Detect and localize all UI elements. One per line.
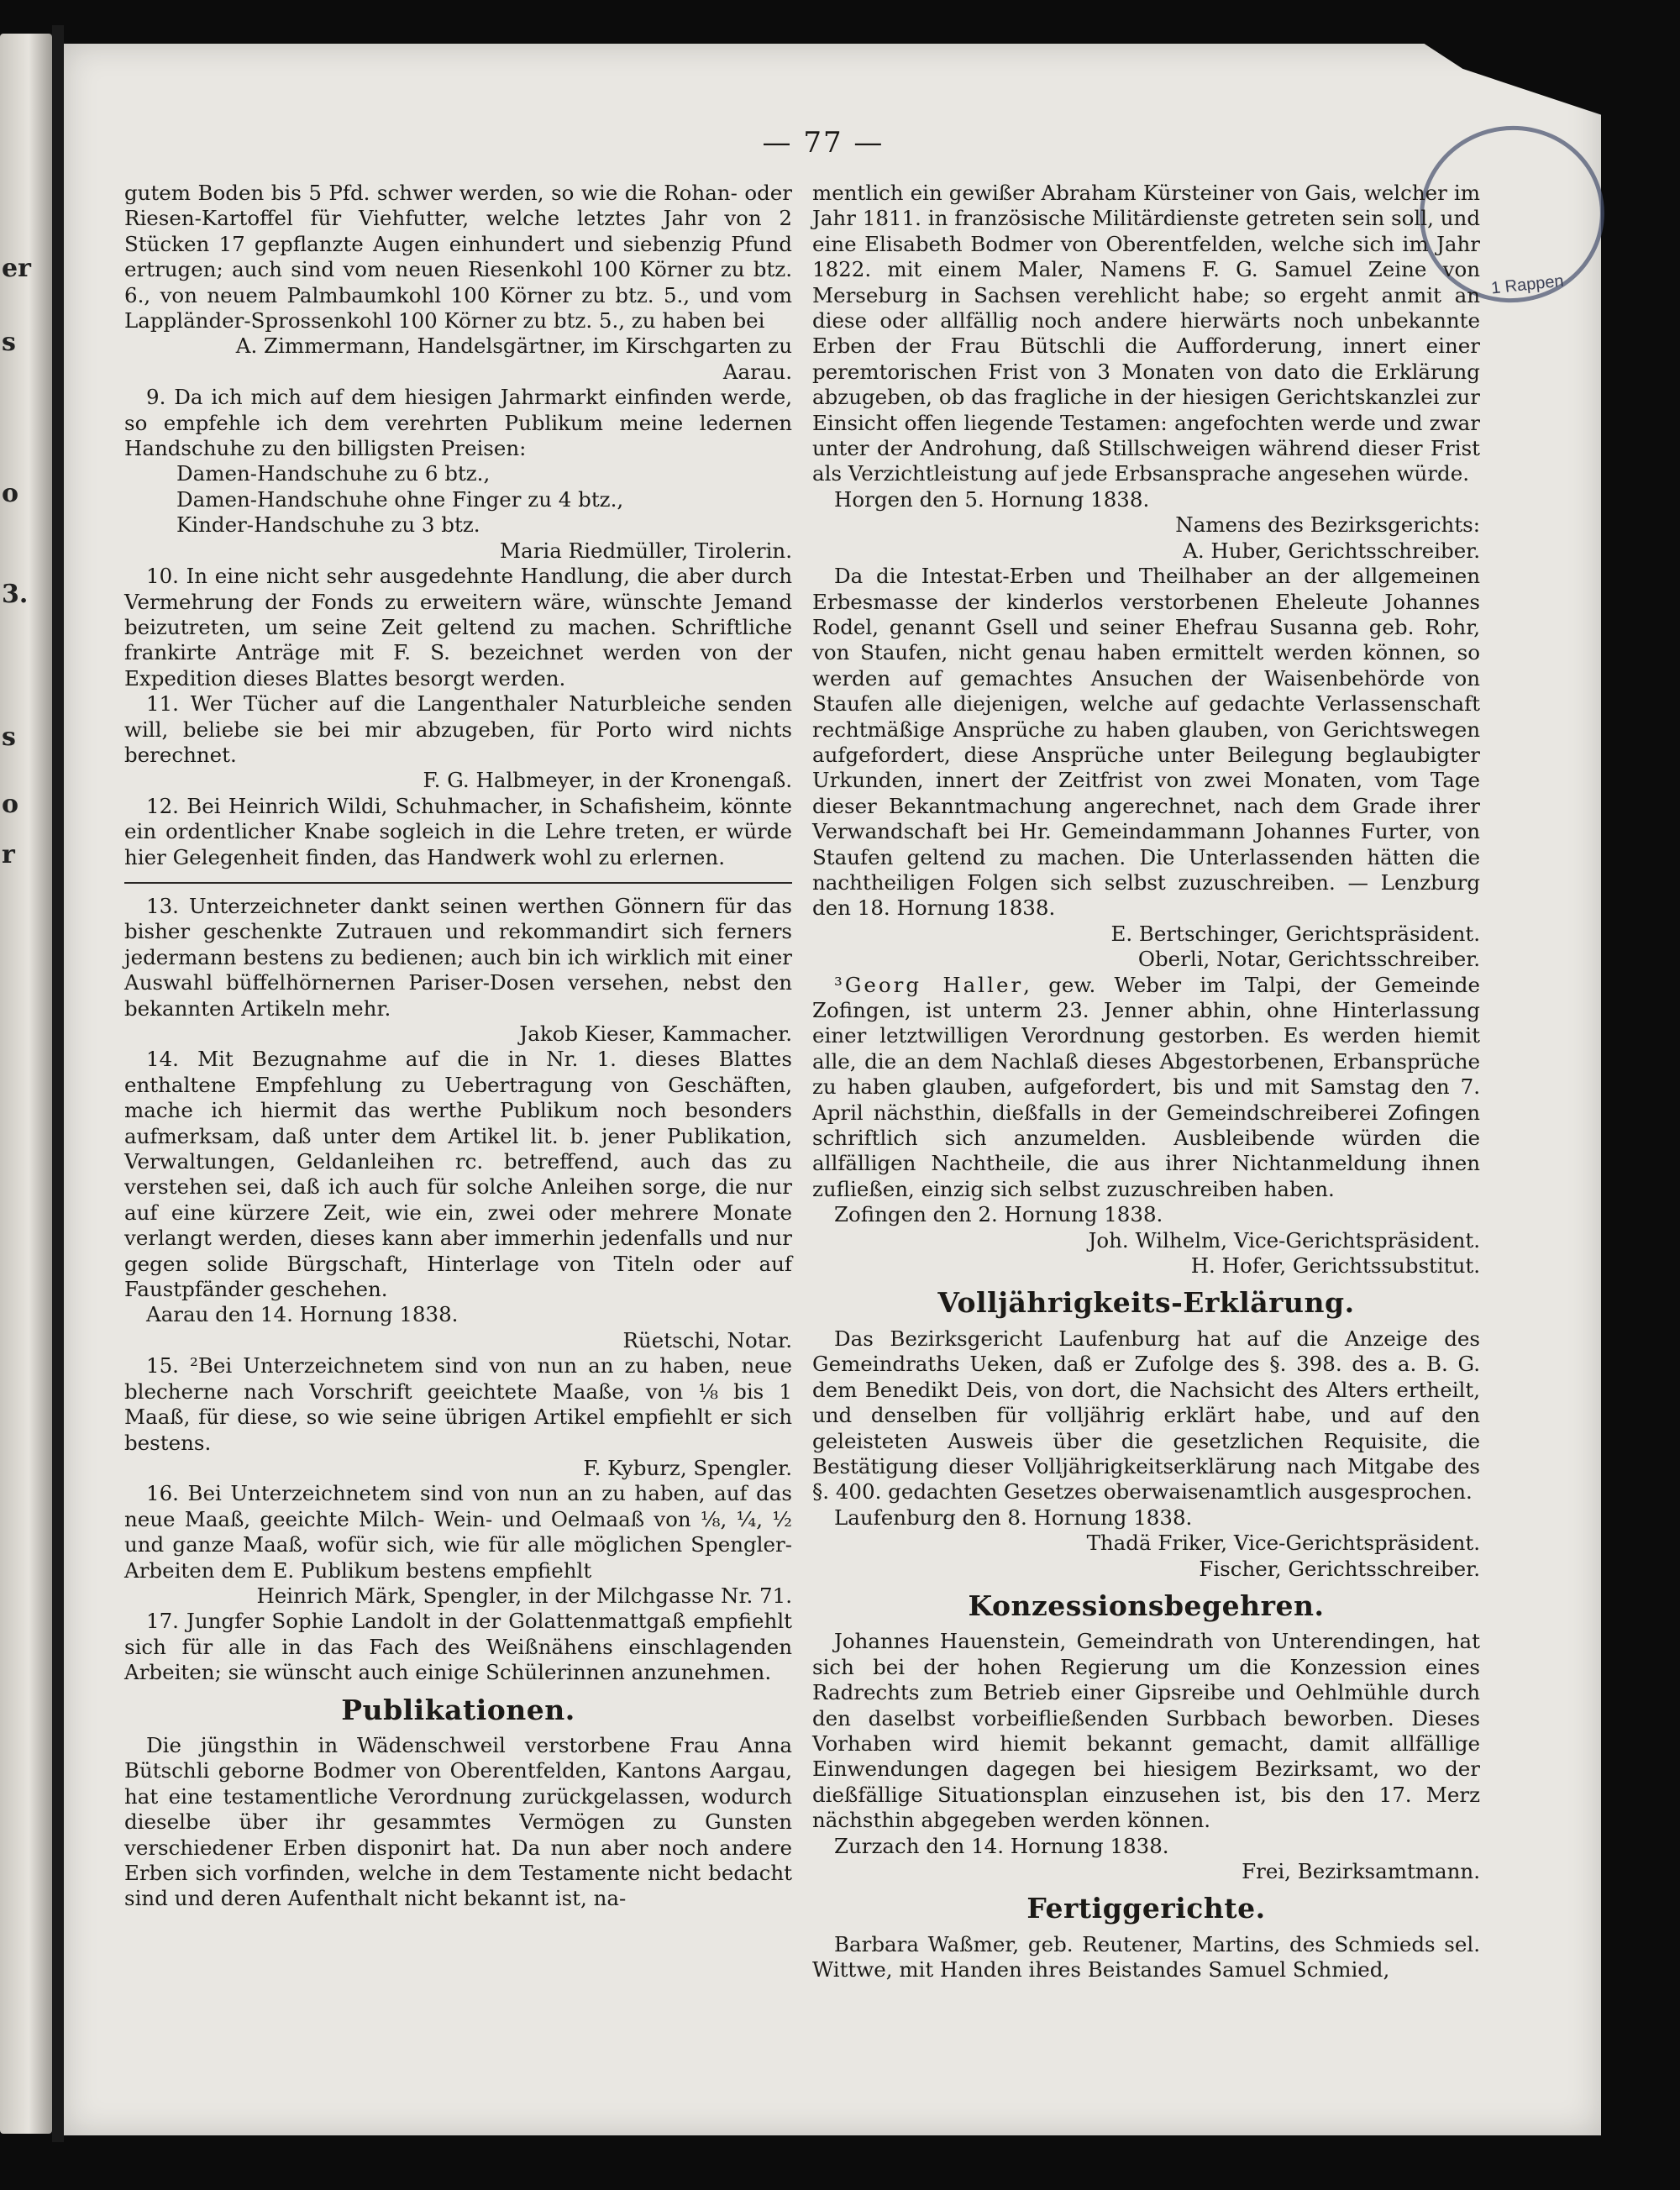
notice-signature: A. Huber, Gerichtsschreiber. — [1183, 538, 1480, 563]
section-heading-publikationen: Publikationen. — [341, 1693, 575, 1726]
ad-text: gutem Boden bis 5 Pfd. schwer werden, so wie die Rohan- oder Riesen-Kartoffel für Viehfutter, welche letztes Jahr von 2 Stücken 17 gepflanzte Augen einhundert und siebenzig Pfund ertrugen; auch sind vom neuen Riesenkohl 100 Körner zu btz. 6., von neuem Palmbaumkohl 100 Körner zu btz. 5., und vom Lappländer-Sprossenkohl 100 Körner zu btz. 5., zu haben bei — [124, 181, 792, 333]
price-item: Damen-Handschuhe zu 6 btz., — [176, 461, 491, 486]
notice-text — [812, 973, 1480, 1203]
left-column — [124, 181, 792, 1912]
ad-text: 11. Wer Tücher auf die Langenthaler Naturbleiche senden will, beliebe sie bei mir abzugeben, für Porto wird nichts berechnet. — [124, 691, 792, 767]
price-list — [124, 461, 792, 538]
ad-text: 10. In eine nicht sehr ausgedehnte Handlung, die aber durch Vermehrung der Fonds zu erweitern wäre, wünschte Jemand beizutreten, um seine Zeit geltend zu machen. Schriftliche frankirte Anträge mit F. S. bezeichnet werden von der Expedition dieses Blattes besorgt werden. — [124, 564, 792, 691]
ad-signature: F. G. Halbmeyer, in der Kronengaß. — [423, 768, 792, 793]
section-heading-fertiggerichte: Fertiggerichte. — [1026, 1892, 1266, 1925]
price-item: Damen-Handschuhe ohne Finger zu 4 btz., — [176, 486, 624, 512]
notice-signature: Thadä Friker, Vice-Gerichtspräsident. — [1086, 1531, 1480, 1556]
notice-signature: Frei, Bezirksamtmann. — [1242, 1859, 1480, 1883]
notice-signature: Fischer, Gerichtsschreiber. — [1199, 1556, 1480, 1581]
ad-date: Aarau den 14. Hornung 1838. — [146, 1302, 459, 1327]
notice-date: Laufenburg den 8. Hornung 1838. — [834, 1505, 1193, 1530]
ad-text: 14. Mit Bezugnahme auf die in Nr. 1. dieses Blattes enthaltene Empfehlung zu Uebertragung von Geschäften, mache ich hiermit das werthe Publikum noch besonders aufmerksam, daß unter dem Artikel lit. b. jener Publikation, Verwaltungen, Geldanleihen rc. betreffend, auch das zu verstehen sei, daß ich auch für solche Anleihen sorge, die nur auf eine kürzere Zeit, wie ein, zwei oder mehrere Monate verlangt werden, dieses kann aber immerhin jedenfalls und nur gegen solide Bürgschaft, Hinterlage von Titeln oder auf Faustpfänder geschehen. — [124, 1047, 792, 1302]
ad-signature: Maria Riedmüller, Tirolerin. — [500, 538, 792, 563]
ad-signature: F. Kyburz, Spengler. — [583, 1455, 792, 1480]
spine-fragment: 3. — [2, 580, 29, 609]
notice-text: mentlich ein gewißer Abraham Kürsteiner von Gais, welcher im Jahr 1811. in französische Militärdienste getreten sein soll, und eine Elisabeth Bodmer von Oberentfelden, welche sich im Jahr 1822. mit einem Maler, Namens F. G. Samuel Zeine von Merseburg in Sachsen verehlicht habe; so ergeht anmit an diese oder allfällig noch andere hierwärts noch unbekannte Erben der Frau Bütschli die Aufforderung, innert einer peremtorischen Frist von 3 Monaten von dato die Erklärung abzugeben, ob das fragliche in der hiesigen Gerichtskanzlei zur Einsicht offen liegende Testamen: angefochten werde und zwar unter der Androhung, daß Stillschweigen während dieser Frist als Verzichtleistung auf jede Erbsansprache angesehen würde. — [812, 181, 1480, 486]
ad-signature: Rüetschi, Notar. — [622, 1327, 792, 1352]
gutter-shadow — [52, 25, 64, 2142]
spine-fragment: r — [2, 840, 15, 869]
spine-fragment: o — [2, 479, 19, 508]
notice-text: Da die Intestat-Erben und Theilhaber an der allgemeinen Erbesmasse der kinderlos verstorbenen Eheleute Johannes Rodel, genannt Gsell und seiner Ehefrau Susanna geb. Rohr, von Staufen, nicht genau haben ermittelt werden können, so werden auf gemachtes Ansuchen der Waisenbehörde von Staufen alle diejenigen, welche auf gedachte Verlassenschaft rechtmäßige Ansprüche zu haben glauben, von Gerichtswegen aufgefordert, diese Ansprüche unter Beilegung beglaubigter Urkunden, innert der Zeitfrist von zwei Monaten, vom Tage dieser Bekanntmachung angerechnet, nach dem Grade ihrer Verwandschaft bei Hr. Gemeindammann Johannes Furter, von Staufen geltend zu machen. Die Unterlassenden hätten die nachtheiligen Folgen sich selbst zuzuschreiben. — Lenzburg den 18. Hornung 1838. — [812, 564, 1480, 921]
notice-signature: Oberli, Notar, Gerichtsschreiber. — [1137, 947, 1480, 972]
notice-signature: E. Bertschinger, Gerichtspräsident. — [1110, 921, 1480, 946]
notice-text: Johannes Hauenstein, Gemeindrath von Unterendingen, hat sich bei der hohen Regierung um die Konzession eines Radrechts zum Betrieb einer Gipsreibe und Oehlmühle durch den daselbst vorbeifließenden Surbbach beworben. Dieses Vorhaben wird hiemit bekannt gemacht, damit allfällige Einwendungen dagegen bei hiesigem Bezirksamt, wo der dießfällige Situationsplan einzusehen ist, bis den 17. Merz nächsthin abgegeben werden können. — [812, 1629, 1480, 1833]
price-item: Kinder-Handschuhe zu 3 btz. — [176, 512, 480, 538]
ad-text: 17. Jungfer Sophie Landolt in der Golattenmattgaß empfiehlt sich für alle in das Fach des Weißnähens einschlagenden Arbeiten; sie wünscht auch einige Schülerinnen anzunehmen. — [124, 1609, 792, 1685]
right-column — [812, 181, 1480, 1983]
ad-signature: Jakob Kieser, Kammacher. — [519, 1021, 792, 1046]
ad-signature: Heinrich Märk, Spengler, in der Milchgasse Nr. 71. — [256, 1583, 792, 1608]
notice-text: Das Bezirksgericht Laufenburg hat auf die Anzeige des Gemeindraths Ueken, daß er Zufolge des §. 398. des a. B. G. dem Benedikt Deis, von dort, die Nachsicht des Alters ertheilt, und denselben für volljährig erklärt habe, und auf den geleisteten Ausweis über die gesetzlichen Requisite, die Bestätigung dieser Volljährigkeitserklärung nach Mitgabe des §. 400. gedachten Gesetzes oberwaisenamtlich ausgesprochen. — [812, 1326, 1480, 1505]
ad-text: 12. Bei Heinrich Wildi, Schuhmacher, in Schafisheim, könnte ein ordentlicher Knabe sogleich in die Lehre treten, er würde hier Gelegenheit finden, das Handwerk wohl zu erlernen. — [124, 793, 792, 869]
spine-fragment: er — [2, 254, 31, 283]
notice-signature: Namens des Bezirksgerichts: — [1175, 512, 1480, 538]
notice-text: Die jüngsthin in Wädenschweil verstorbene Frau Anna Bütschli geborne Bodmer von Oberentfelden, Kantons Aargau, hat eine testamentliche Verordnung zurückgelassen, wodurch dieselbe über ihr gesammtes Vermögen zu Gunsten verschiedener Erben disponirt hat. Da nun aber noch andere Erben sich vorfinden, welche in dem Testamente nicht bedacht sind und deren Aufenthalt nicht bekannt ist, na- — [124, 1732, 792, 1911]
ad-text: 9. Da ich mich auf dem hiesigen Jahrmarkt einfinden werde, so empfehle ich dem verehrten Publikum meine ledernen Handschuhe zu den billigsten Preisen: — [124, 385, 792, 461]
notice-date: Horgen den 5. Hornung 1838. — [834, 486, 1150, 512]
spine-fragment: o — [2, 790, 19, 819]
notice-date: Zurzach den 14. Hornung 1838. — [834, 1833, 1169, 1858]
page-number: — 77 — — [762, 126, 885, 160]
notice-text: Barbara Waßmer, geb. Reutener, Martins, des Schmieds sel. Wittwe, mit Handen ihres Beistandes Samuel Schmied, — [812, 1931, 1480, 1983]
ad-text: 15. ²Bei Unterzeichnetem sind von nun an zu haben, neue blecherne nach Vorschrift geeichtete Maaße, von ⅛ bis 1 Maaß, für diese, so wie seine übrigen Artikel empfiehlt er sich bestens. — [124, 1353, 792, 1455]
notice-signature: Joh. Wilhelm, Vice-Gerichtspräsident. — [1088, 1227, 1480, 1253]
section-heading-volljaehrigkeit: Volljährigkeits-Erklärung. — [937, 1286, 1355, 1320]
stamp-text: 1 Rappen — [1490, 271, 1565, 298]
notice-signature: H. Hofer, Gerichtssubstitut. — [1190, 1253, 1480, 1279]
spine-fragment: s — [2, 722, 16, 752]
notice-name: ³Georg Haller — [834, 972, 1024, 997]
ad-text: 13. Unterzeichneter dankt seinen werthen Gönnern für das bisher geschenkte Zutrauen und rekommandirt sich ferners jedermann bestens zu bedienen; auch bin ich wirklich mit einer Auswahl büffelhörnernen Pariser-Dosen versehen, nebst den bekannten Artikeln mehr. — [124, 893, 792, 1021]
notice-date: Zofingen den 2. Hornung 1838. — [834, 1202, 1163, 1227]
spine-fragment: s — [2, 328, 16, 357]
ad-signature: A. Zimmermann, Handelsgärtner, im Kirschgarten zu Aarau. — [235, 333, 792, 384]
section-divider — [124, 882, 792, 884]
section-heading-konzession: Konzessionsbegehren. — [968, 1589, 1325, 1622]
previous-page-edge — [0, 34, 52, 2134]
ad-text: 16. Bei Unterzeichnetem sind von nun an zu haben, auf das neue Maaß, geeichte Milch- Wein- und Oelmaaß von ⅛, ¼, ½ und ganze Maaß, wofür sich, wie für alle möglichen Spengler-Arbeiten dem E. Publikum bestens empfiehlt — [124, 1481, 792, 1583]
notice-body: , gew. Weber im Talpi, der Gemeinde Zofingen, ist unterm 23. Jenner abhin, ohne Hinterlassung einer letztwilligen Verordnung gestorben. Es werden hiemit alle, die an dem Nachlaß dieses Abgestorbenen, Erbansprüche zu haben glauben, aufgefordert, bis und mit Samstag den 7. April nächsthin, dießfalls in der Gemeindschreiberei Zofingen schriftlich sich anzumelden. Ausbleibende würden die allfälligen Nachtheile, die aus ihrer Nichtanmeldung ihnen zufließen, einzig sich selbst zuzuschreiben haben. — [812, 972, 1480, 1201]
